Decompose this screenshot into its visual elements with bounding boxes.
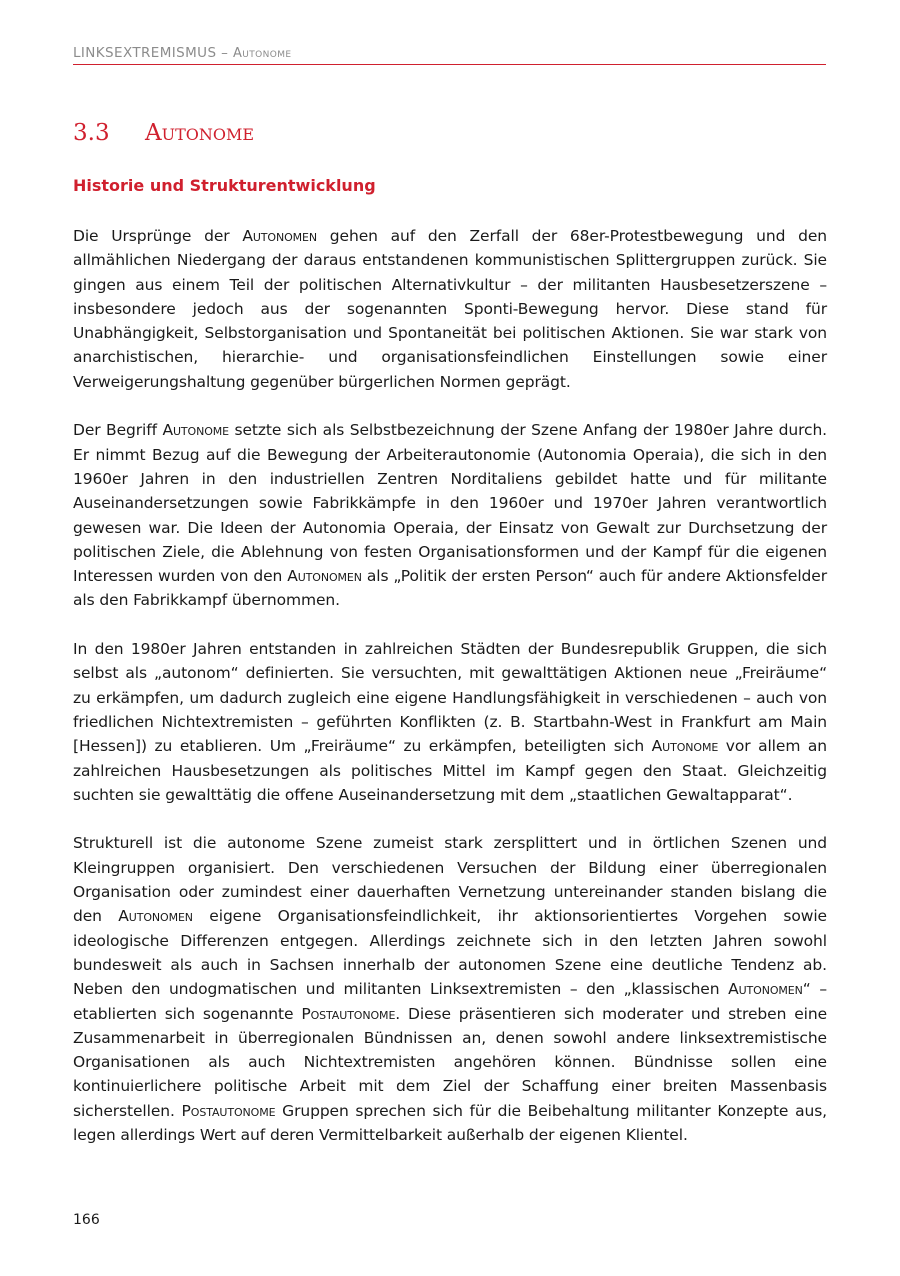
term-smallcaps: Autonomen [118,907,193,926]
running-header-separator: – [216,45,233,61]
paragraph [73,637,827,807]
paragraph [73,418,827,612]
paragraph [73,831,827,1147]
subheading: Historie und Strukturentwicklung [73,176,376,195]
term-smallcaps: Postautonome [301,1004,396,1023]
term-smallcaps: Autonomen [728,980,803,999]
running-header [73,45,826,65]
term-smallcaps: Autonome [651,737,719,756]
term-smallcaps: Postautonome [181,1101,276,1120]
term-smallcaps: Autonomen [242,227,318,245]
term-smallcaps: Autonome [162,421,230,440]
text-run: eigene Organisationsfeindlichkeit, ihr aktionsorientiertes Vorgehen sowie ideologische Differenzen entgegen. Allerdings zeichnete sich in den letzten Jahren sowohl bundesweit als auch in Sachsen innerhalb der autonomen Szene eine deutliche Tendenz ab. Neben den undogmatischen und militanten Linksextremisten – den „klassischen [73,907,827,999]
running-header-main: LINKSEXTREMISMUS [73,45,217,61]
text-run: . Diese präsentieren sich moderater und streben eine Zusammenarbeit in überregionalen Bündnissen an, denen sowohl andere linksextremistische Organisationen als auch Nichtextremisten angehören können. Bündnisse sollen eine kontinuierlichere politische Arbeit mit dem Ziel der Schaffung einer breiten Massenbasis sicherstellen. [73,1004,828,1120]
text-run: gehen auf den Zerfall der 68er-Protestbewegung und den allmählichen Niedergang der daraus entstandenen kommunistischen Splittergruppen zurück. Sie gingen aus einem Teil der politischen Alternativkultur – der militanten Hausbesetzerszene – insbesondere jedoch aus der sogenannten Sponti-Bewegung hervor. Diese stand für Unabhängigkeit, Selbstorganisation und Spontaneität bei politischen Aktionen. Sie war stark von anarchistischen, hierarchie- und organisationsfeindlichen Einstellungen sowie einer Verweigerungshaltung gegenüber bürgerlichen Normen geprägt. [73,227,827,391]
text-run: “ – etablierten sich sogenannte [73,980,827,1023]
text-run: Strukturell ist die autonome Szene zumeist stark zersplittert und in örtlichen Szenen und Kleingruppen organisiert. Den verschiedenen Versuchen der Bildung einer überregionalen Organisation oder zumindest einer dauerhaften Vernetzung untereinander standen bislang die den [73,834,827,926]
section-name: Autonome [145,120,255,146]
paragraph [73,224,827,394]
section-title [73,120,254,146]
text-run: Gruppen sprechen sich für die Beibehaltung militanter Konzepte aus, legen allerdings Wert auf deren Vermittelbarkeit außerhalb der eigenen Klientel. [73,1101,827,1144]
text-run: Der Begriff [73,421,163,440]
text-run: setzte sich als Selbstbezeichnung der Szene Anfang der 1980er Jahre durch. Er nimmt Bezug auf die Bewegung der Arbeiterautonomie (Autonomia Operaia), die sich in den 1960er Jahren in den industriellen Zentren Norditaliens gebildet hatte und für militante Auseinandersetzungen sowie Fabrikkämpfe in den 1960er und 1970er Jahren verantwortlich gewesen war. Die Ideen der Autonomia Operaia, der Einsatz von Gewalt zur Durchsetzung der politischen Ziele, die Ablehnung von festen Organisationsformen und der Kampf für die eigenen Interessen wurden von den [73,421,828,586]
text-run: als „Politik der ersten Person“ auch für andere Aktionsfelder als den Fabrikkampf übernommen. [73,567,827,610]
section-number: 3.3 [73,120,110,146]
text-run: In den 1980er Jahren entstanden in zahlreichen Städten der Bundesrepublik Gruppen, die sich selbst als „autonom“ definierten. Sie versuchten, mit gewalttätigen Aktionen neue „Freiräume“ zu erkämpfen, um dadurch zugleich eine eigene Handlungsfähigkeit in verschiedenen – auch von friedlichen Nichtextremisten – geführten Konflikten (z. B. Startbahn-West in Frankfurt am Main [Hessen]) zu etablieren. Um „Freiräume“ zu erkämpfen, beteiligten sich [73,640,827,756]
page-number: 166 [73,1212,100,1228]
body-text [73,224,827,1172]
running-header-sub: Autonome [232,46,292,61]
term-smallcaps: Autonomen [287,567,362,586]
text-run: vor allem an zahlreichen Hausbesetzungen als politisches Mittel im Kampf gegen den Staat. Gleichzeitig suchten sie gewalttätig die offene Auseinandersetzung mit dem „staatlichen Gewaltapparat“. [73,737,828,804]
text-run: Die Ursprünge der [73,227,243,245]
